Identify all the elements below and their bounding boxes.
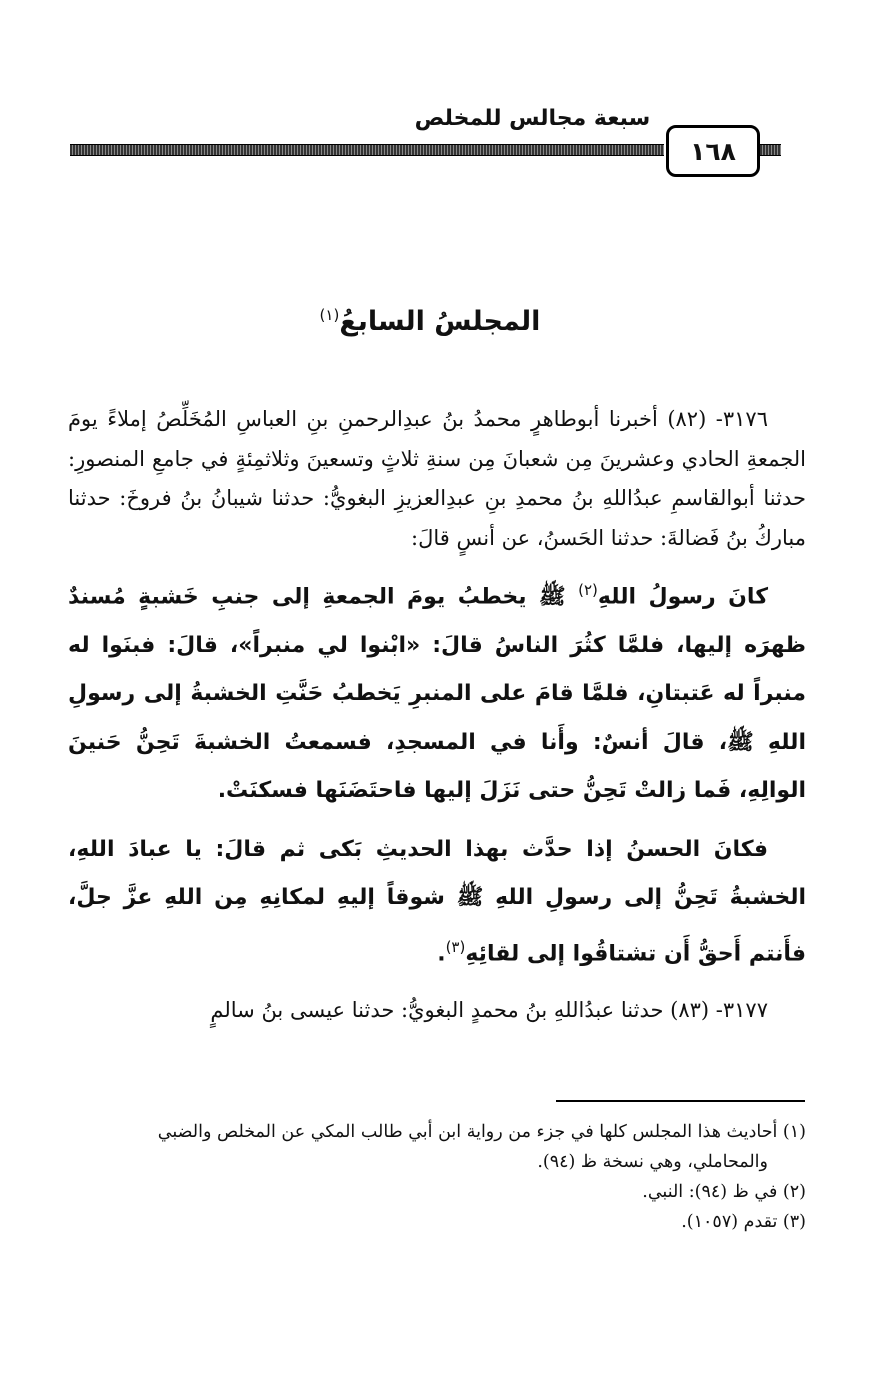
matn-text: ﷺ يخطبُ يومَ الجمعةِ إلى جنبِ خَشبةٍ مُسندٌ ظهرَه إليها، فلمَّا كثُرَ الناسُ قالَ: «ابْنوا لي منبراً»، قالَ: فبنَوا له منبراً له عَتبتانِ، فلمَّا قامَ على المنبرِ يَخطبُ حَنَّتِ الخشبةُ إلى رسولِ اللهِ ﷺ، قالَ أنسٌ: وأَنا في المسجدِ، فسمعتُ الخشبةَ تَحِنُّ حَنينَ الوالِهِ، فَما زالتْ تَحِنُّ حتى نَزَلَ إليها فاحتَضَنَها فسكنَتْ.: [68, 584, 806, 804]
chapter-heading: [230, 306, 630, 337]
footnote-1-line-1: (١) أحاديث هذا المجلس كلها في جزء من رواية ابن أبي طالب المكي عن المخلص والضبي: [157, 1122, 806, 1142]
hasan-commentary: [68, 826, 806, 979]
footnote-ref: (٢): [578, 581, 598, 599]
footnote-ref: (٣): [445, 937, 466, 956]
footnote-2: (٢) في ظ (٩٤): النبي.: [642, 1182, 806, 1202]
footnotes: [68, 1117, 806, 1237]
matn-opening: كانَ رسولُ اللهِ: [597, 584, 768, 610]
hadith-isnad-3176: ٣١٧٦- (٨٢) أخبرنا أبوطاهرٍ محمدُ بنُ عبدِالرحمنِ بنِ العباسِ المُخَلِّصُ إملاءً يومَ الجمعةِ الحادي وعشرينَ مِن شعبانَ مِن سنةِ ثلاثٍ وتسعينَ وثلاثمِئةٍ في جامعِ المنصورِ: حدثنا أبوالقاسمِ عبدُاللهِ بنُ محمدِ بنِ عبدِالعزيزِ البغويُّ: حدثنا شيبانُ بنُ فروخَ: حدثنا مباركُ بنُ فَضالةَ: حدثنا الحَسنُ، عن أنسٍ قالَ:: [68, 407, 806, 550]
footnote-separator: [556, 1100, 805, 1102]
page-number: ١٦٨: [666, 125, 760, 177]
footnote-1-line-2: والمحاملي، وهي نسخة ظ (٩٤).: [537, 1152, 768, 1172]
footnote-1: [68, 1117, 806, 1177]
body-text: [68, 400, 806, 1030]
chapter-title: المجلسُ السابعُ: [339, 306, 541, 337]
hadith-isnad-3177: ٣١٧٧- (٨٣) حدثنا عبدُاللهِ بنُ محمدٍ البغويُّ: حدثنا عيسى بنُ سالمٍ: [210, 997, 768, 1022]
footnote-ref: (١): [319, 306, 340, 324]
header-rule-left: [70, 144, 664, 156]
header-rule-right: [757, 144, 781, 156]
hadith-matn: [68, 566, 806, 816]
commentary-end: .: [437, 941, 446, 967]
footnote-3: (٣) تقدم (١٠٥٧).: [681, 1212, 806, 1232]
running-header-title: سبعة مجالس للمخلص: [414, 106, 651, 131]
commentary-text: فكانَ الحسنُ إذا حدَّث بهذا الحديثِ بَكى ثم قالَ: يا عبادَ اللهِ، الخشبةُ تَحِنُّ إلى رسولِ اللهِ ﷺ شوقاً إليهِ لمكانِهِ مِن اللهِ عزَّ جلَّ، فأَنتم أَحقُّ أَن تشتاقُوا إلى لقائِهِ: [68, 836, 806, 967]
